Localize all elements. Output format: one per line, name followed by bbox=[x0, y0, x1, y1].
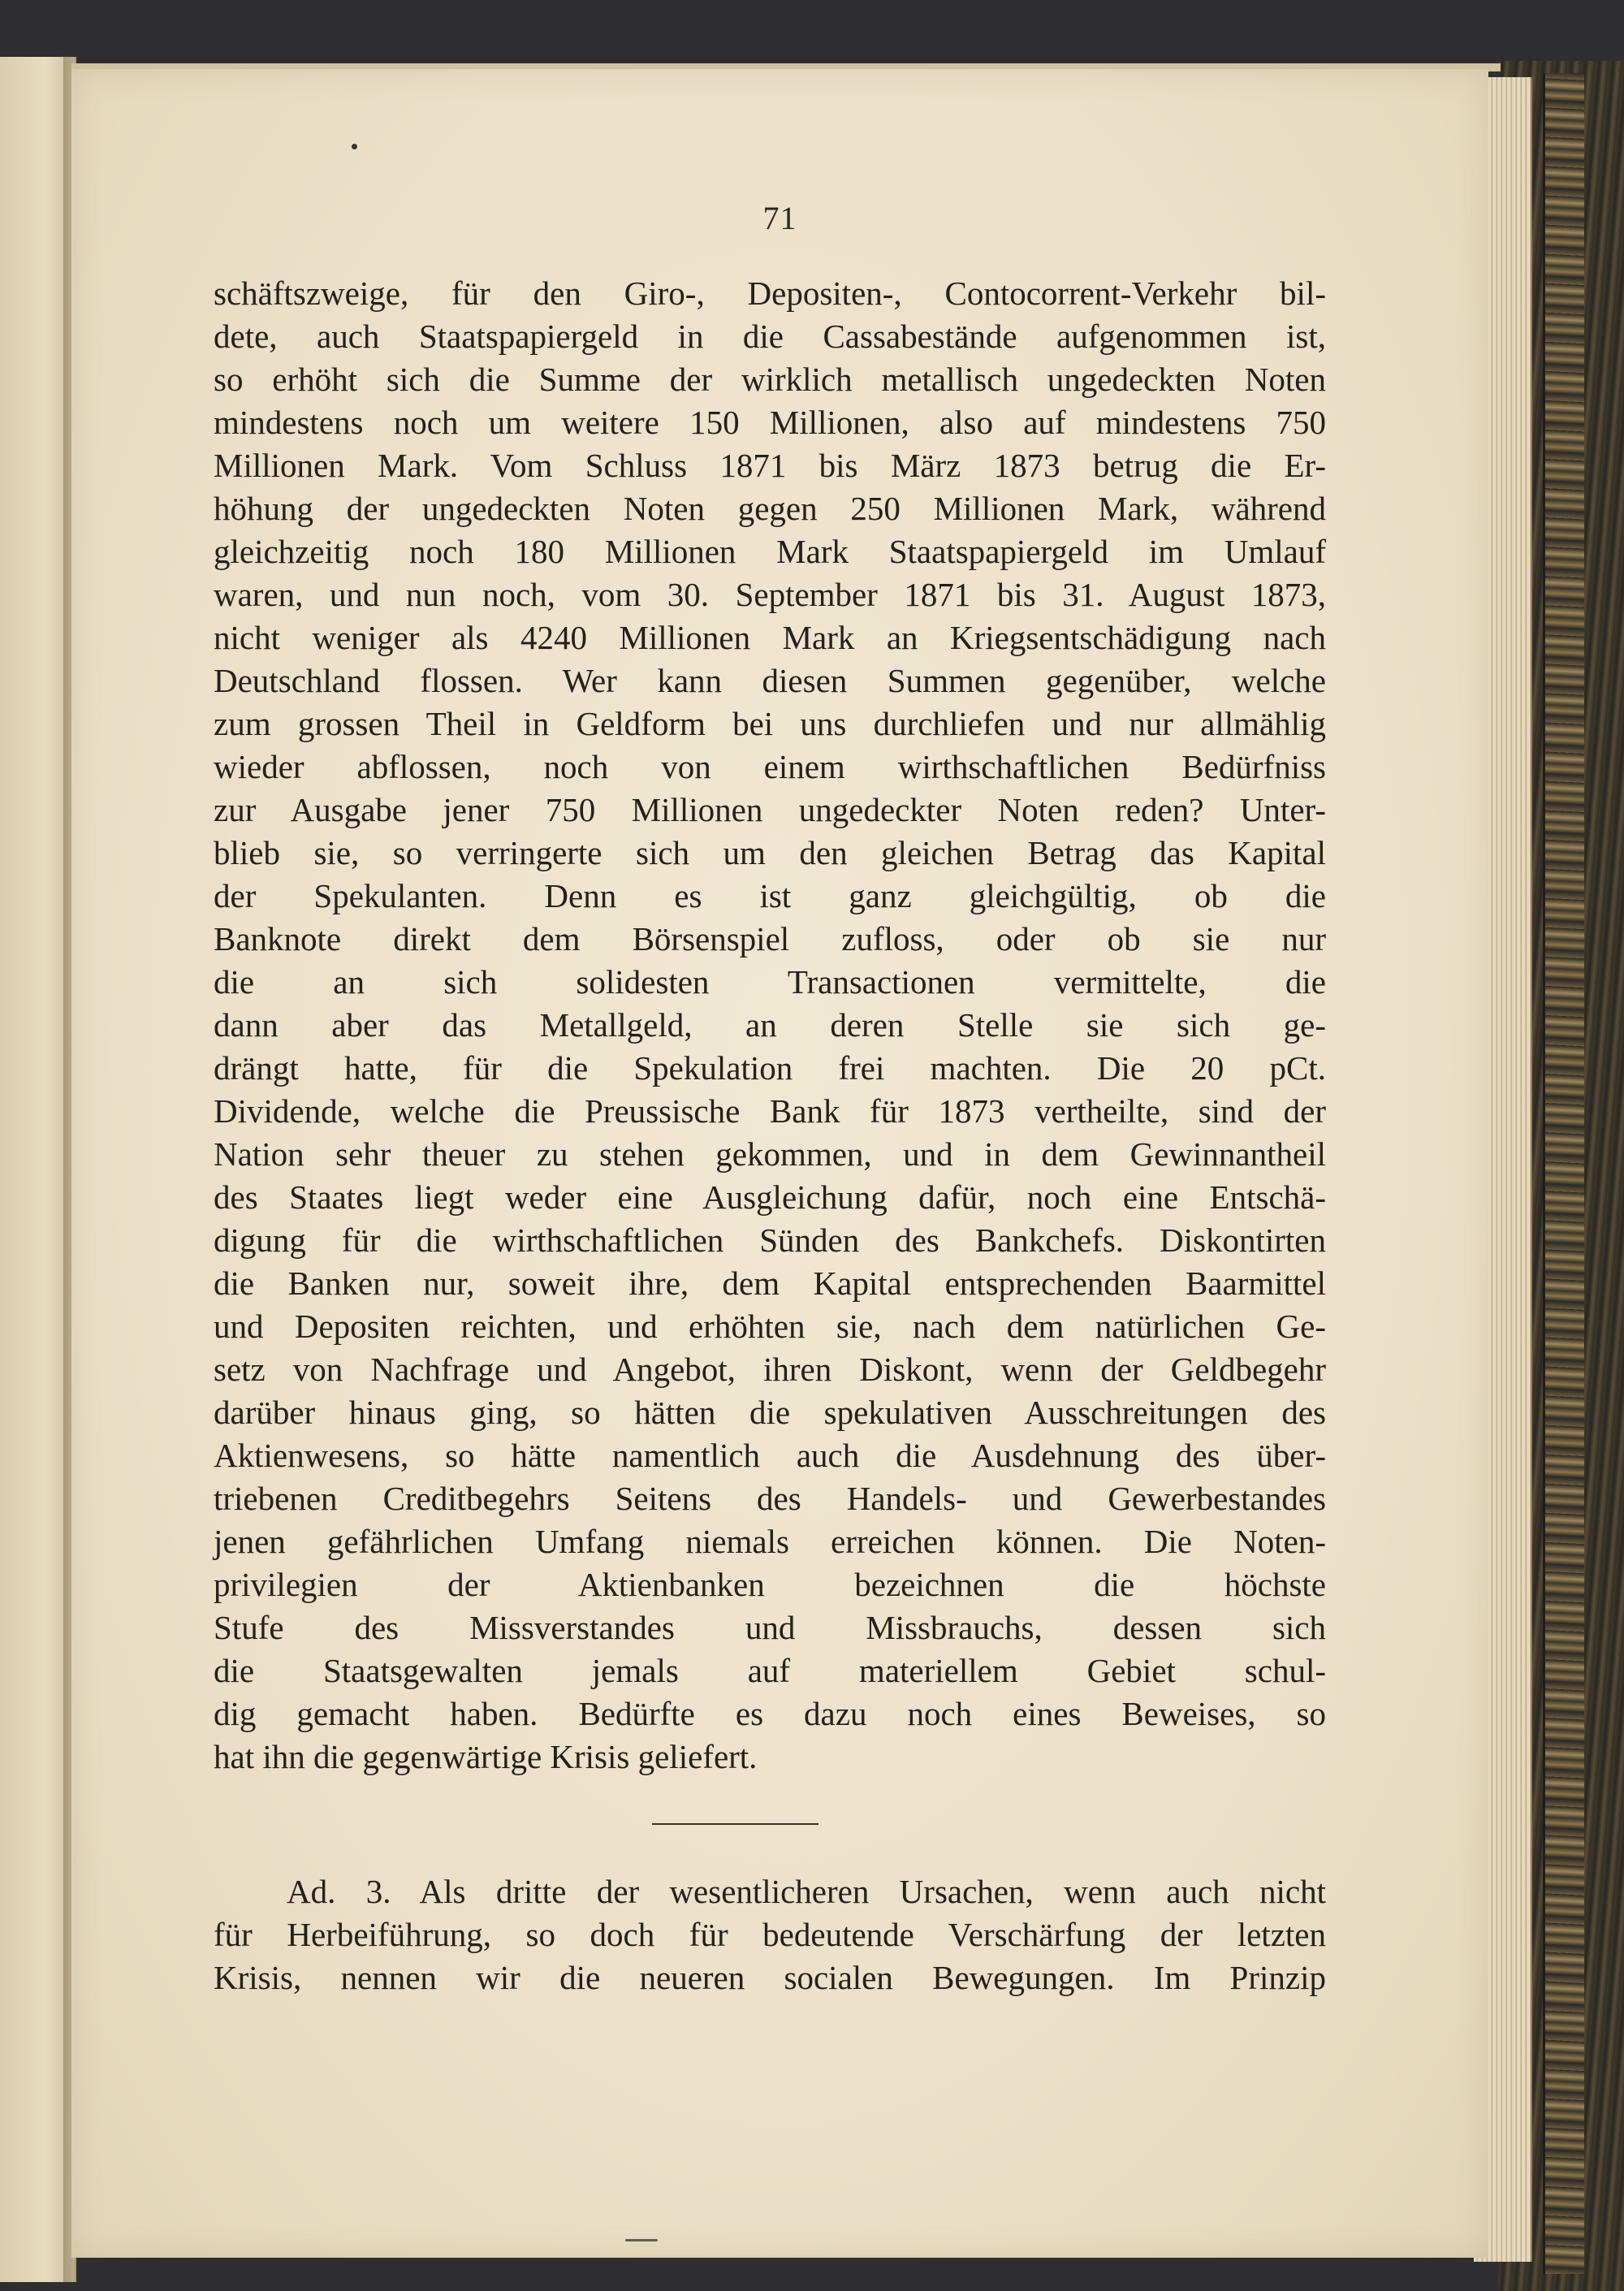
text-line: des Staates liegt weder eine Ausgleichung dafür, noch eine Entschä- bbox=[214, 1178, 1326, 1216]
text-line: triebenen Creditbegehrs Seitens des Handels- und Gewerbestandes bbox=[214, 1480, 1326, 1517]
text-line: mindestens noch um weitere 150 Millionen, also auf mindestens 750 bbox=[214, 404, 1326, 441]
book-page bbox=[71, 69, 1488, 2258]
text-line: nicht weniger als 4240 Millionen Mark an Kriegsentschädigung nach bbox=[214, 619, 1326, 656]
section-divider bbox=[652, 1823, 818, 1825]
text-line: Stufe des Missverstandes und Missbrauchs, dessen sich bbox=[214, 1609, 1326, 1646]
text-line: zum grossen Theil in Geldform bei uns durchliefen und nur allmählig bbox=[214, 705, 1326, 742]
marbled-cover-edge bbox=[1543, 73, 1584, 2274]
text-line: die Staatsgewalten jemals auf materiellem Gebiet schul- bbox=[214, 1652, 1326, 1689]
main-paragraph bbox=[214, 272, 1326, 1779]
text-line: so erhöht sich die Summe der wirklich metallisch ungedeckten Noten bbox=[214, 361, 1326, 398]
ink-speck bbox=[352, 144, 357, 149]
text-line: der Spekulanten. Denn es ist ganz gleichgültig, ob die bbox=[214, 877, 1326, 914]
text-line: zur Ausgabe jener 750 Millionen ungedeckter Noten reden? Unter- bbox=[214, 791, 1326, 828]
text-line: Millionen Mark. Vom Schluss 1871 bis März 1873 betrug die Er- bbox=[214, 447, 1326, 484]
page-number: 71 bbox=[762, 200, 797, 236]
text-line: und Depositen reichten, und erhöhten sie, nach dem natürlichen Ge- bbox=[214, 1308, 1326, 1345]
text-line: setz von Nachfrage und Angebot, ihren Diskont, wenn der Geldbegehr bbox=[214, 1351, 1326, 1388]
text-line: gleichzeitig noch 180 Millionen Mark Staatspapiergeld im Umlauf bbox=[214, 533, 1326, 570]
text-line: darüber hinaus ging, so hätten die spekulativen Ausschreitungen des bbox=[214, 1394, 1326, 1431]
bottom-ink-mark bbox=[625, 2239, 658, 2241]
text-line: schäftszweige, für den Giro-, Depositen-, Contocorrent-Verkehr bil- bbox=[214, 274, 1326, 312]
text-line: Krisis, nennen wir die neueren socialen Bewegungen. Im Prinzip bbox=[214, 1959, 1326, 1996]
text-line: Nation sehr theuer zu stehen gekommen, und in dem Gewinnantheil bbox=[214, 1135, 1326, 1173]
text-line: Banknote direkt dem Börsenspiel zufloss, oder ob sie nur bbox=[214, 920, 1326, 957]
text-line: die Banken nur, soweit ihre, dem Kapital entsprechenden Baarmittel bbox=[214, 1264, 1326, 1302]
text-line: höhung der ungedeckten Noten gegen 250 Millionen Mark, während bbox=[214, 490, 1326, 527]
text-line: Ad. 3. Als dritte der wesentlicheren Ursachen, wenn auch nicht bbox=[287, 1873, 1326, 1910]
text-line: drängt hatte, für die Spekulation frei machten. Die 20 pCt. bbox=[214, 1049, 1326, 1087]
text-line: Deutschland flossen. Wer kann diesen Summen gegenüber, welche bbox=[214, 662, 1326, 699]
text-line: hat ihn die gegenwärtige Krisis geliefert. bbox=[214, 1738, 758, 1775]
text-line: blieb sie, so verringerte sich um den gleichen Betrag das Kapital bbox=[214, 834, 1326, 871]
text-line: Aktienwesens, so hätte namentlich auch die Ausdehnung des über- bbox=[214, 1437, 1326, 1474]
text-line: digung für die wirthschaftlichen Sünden des Bankchefs. Diskontirten bbox=[214, 1221, 1326, 1259]
text-line: Dividende, welche die Preussische Bank für 1873 vertheilte, sind der bbox=[214, 1092, 1326, 1130]
ad3-paragraph bbox=[214, 1870, 1326, 1999]
text-line: dann aber das Metallgeld, an deren Stelle sie sich ge- bbox=[214, 1006, 1326, 1044]
text-line: für Herbeiführung, so doch für bedeutende Verschärfung der letzten bbox=[214, 1916, 1326, 1953]
text-line: wieder abflossen, noch von einem wirthschaftlichen Bedürfniss bbox=[214, 748, 1326, 785]
text-line: privilegien der Aktienbanken bezeichnen die höchste bbox=[214, 1566, 1326, 1603]
text-line: jenen gefährlichen Umfang niemals erreichen können. Die Noten- bbox=[214, 1523, 1326, 1560]
text-line: dig gemacht haben. Bedürfte es dazu noch eines Beweises, so bbox=[214, 1695, 1326, 1732]
text-line: die an sich solidesten Transactionen vermittelte, die bbox=[214, 963, 1326, 1001]
text-line: dete, auch Staatspapiergeld in die Cassabestände aufgenommen ist, bbox=[214, 318, 1326, 355]
text-line: waren, und nun noch, vom 30. September 1871 bis 31. August 1873, bbox=[214, 576, 1326, 613]
